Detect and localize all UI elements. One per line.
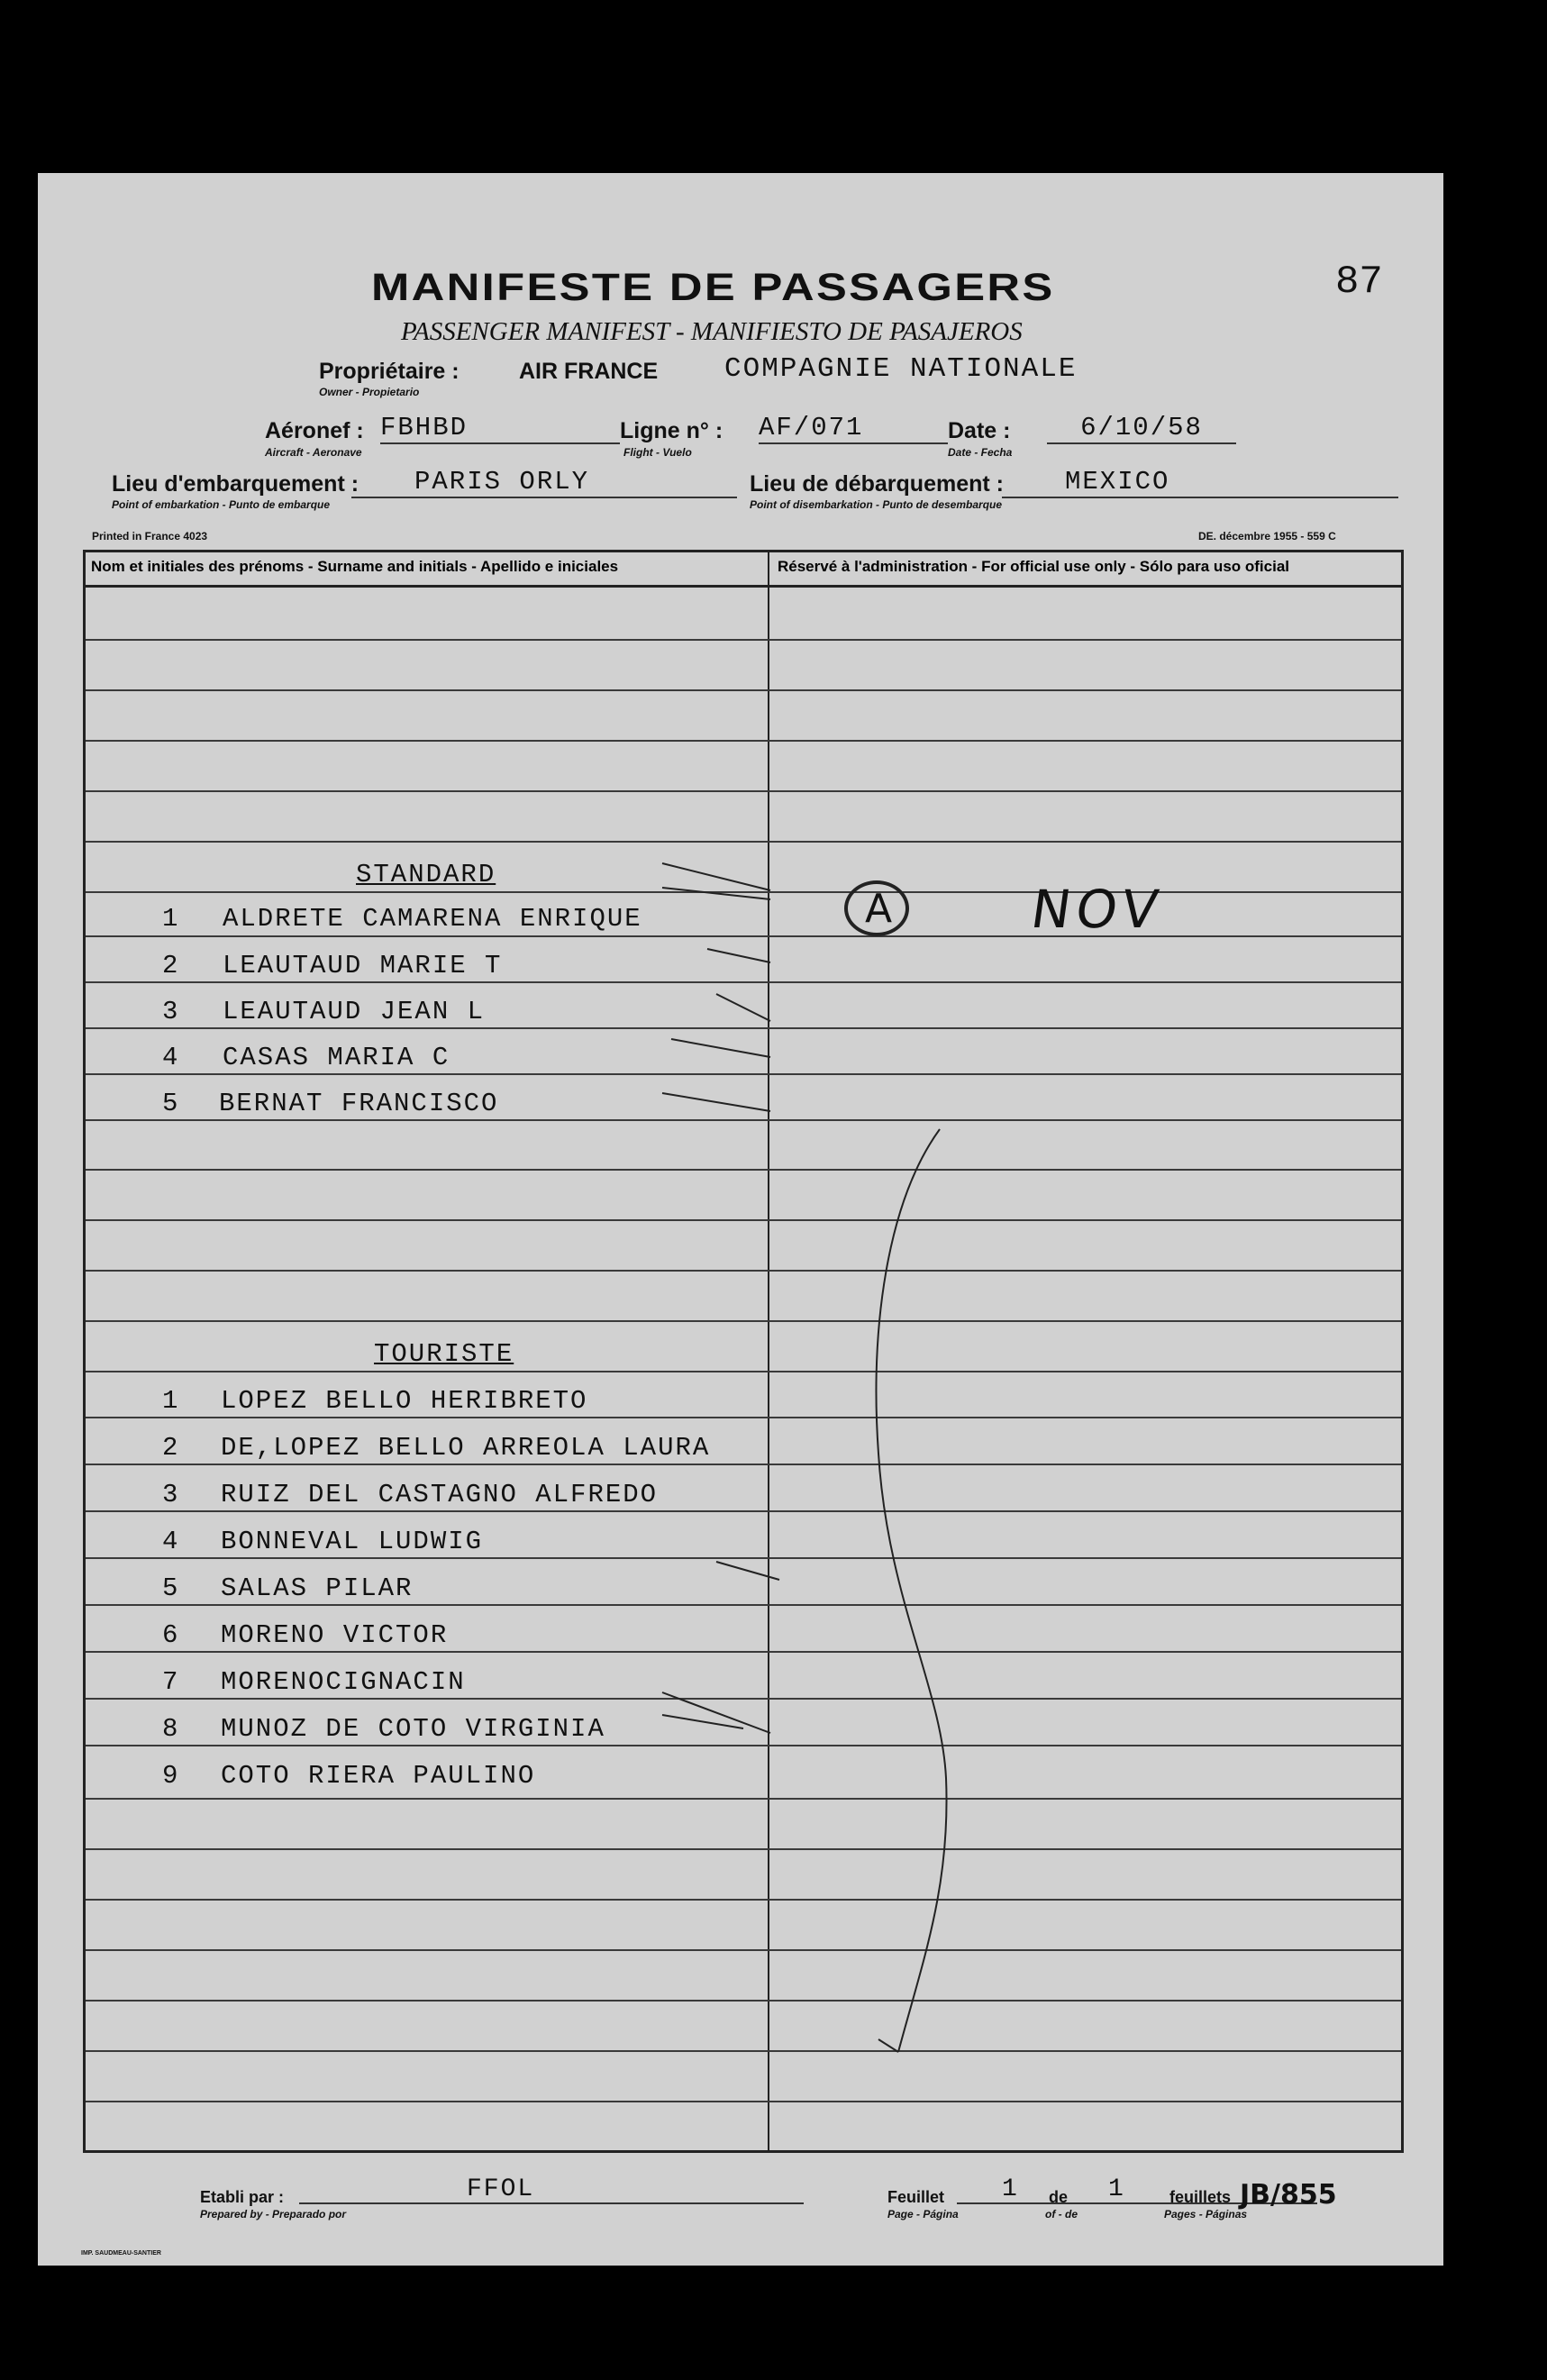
owner-sub: Owner - Propietario <box>319 386 420 398</box>
disembark-label: Lieu de débarquement : <box>750 471 1004 497</box>
handwritten-marks-icon <box>86 552 1401 2150</box>
owner-typed: COMPAGNIE NATIONALE <box>724 353 1078 385</box>
manifest-title: MANIFESTE DE PASSAGERS <box>371 266 1055 309</box>
passenger-name: MORENOCIGNACIN <box>221 1667 466 1697</box>
disembark-value: MEXICO <box>1002 467 1398 498</box>
manifest-sheet <box>38 173 1443 2266</box>
imprint-note: IMP. SAUDMEAU-SANTIER <box>81 2250 161 2257</box>
entry-number: 9 <box>162 1761 180 1791</box>
aircraft-label: Aéronef : <box>265 418 364 443</box>
passenger-name: BERNAT FRANCISCO <box>219 1089 499 1118</box>
entry-number: 1 <box>162 1386 180 1416</box>
manifest-subtitle: PASSENGER MANIFEST - MANIFIESTO DE PASAJEROS <box>401 317 1023 346</box>
entry-number: 8 <box>162 1714 180 1744</box>
reference-number: JB/855 <box>1240 2179 1337 2211</box>
prepared-line <box>299 2202 804 2204</box>
passenger-name: BONNEVAL LUDWIG <box>221 1527 484 1556</box>
passenger-name: MUNOZ DE COTO VIRGINIA <box>221 1714 605 1744</box>
flight-label: Ligne n° : <box>620 418 723 443</box>
entry-number: 2 <box>162 1433 180 1463</box>
passenger-name: LOPEZ BELLO HERIBRETO <box>221 1386 588 1416</box>
sheet-label: Feuillet <box>887 2188 945 2206</box>
flight-value: AF/071 <box>759 413 948 444</box>
prepared-label: Etabli par : <box>200 2188 285 2206</box>
column-header-admin: Réservé à l'administration - For official use only - Sólo para uso oficial <box>778 558 1290 575</box>
of-label: de <box>1049 2188 1069 2206</box>
handwritten-note: NOV <box>1027 879 1168 940</box>
passenger-table <box>83 550 1404 2153</box>
form-code: DE. décembre 1955 - 559 C <box>1198 530 1336 543</box>
entry-number: 3 <box>162 997 180 1026</box>
passenger-name: LEAUTAUD JEAN L <box>223 997 486 1026</box>
passenger-name: LEAUTAUD MARIE T <box>223 951 503 980</box>
column-header-name: Nom et initiales des prénoms - Surname and initials - Apellido e iniciales <box>91 558 619 575</box>
sheets-label: feuillets <box>1169 2188 1232 2206</box>
date-sub: Date - Fecha <box>948 446 1013 459</box>
aircraft-sub: Aircraft - Aeronave <box>265 446 362 459</box>
section-standard: STANDARD <box>356 860 496 889</box>
disembark-sub: Point of disembarkation - Punto de desembarque <box>750 498 1003 511</box>
section-touriste: TOURISTE <box>374 1339 514 1369</box>
passenger-name: RUIZ DEL CASTAGNO ALFREDO <box>221 1480 659 1509</box>
entry-number: 5 <box>162 1573 180 1603</box>
prepared-sub: Prepared by - Preparado por <box>200 2208 347 2220</box>
entry-number: 5 <box>162 1089 180 1118</box>
entry-number: 4 <box>162 1043 180 1072</box>
passenger-name: SALAS PILAR <box>221 1573 414 1603</box>
passenger-name: MORENO VICTOR <box>221 1620 449 1650</box>
of-value: 1 <box>1108 2175 1125 2203</box>
page-sub: Page - Página <box>887 2208 959 2220</box>
embark-value: PARIS ORLY <box>351 467 737 498</box>
owner-label: Propriétaire : <box>319 359 460 384</box>
entry-number: 3 <box>162 1480 180 1509</box>
circled-letter: A <box>865 886 893 932</box>
prepared-value: FFOL <box>467 2175 535 2203</box>
embark-sub: Point of embarkation - Punto de embarque <box>112 498 331 511</box>
pages-sub: Pages - Páginas <box>1164 2208 1248 2220</box>
owner-printed: AIR FRANCE <box>519 359 659 384</box>
passenger-name: COTO RIERA PAULINO <box>221 1761 536 1791</box>
entry-number: 2 <box>162 951 180 980</box>
embark-label: Lieu d'embarquement : <box>112 471 359 497</box>
flight-sub: Flight - Vuelo <box>623 446 692 459</box>
sheet-value: 1 <box>1002 2175 1019 2203</box>
entry-number: 7 <box>162 1667 180 1697</box>
passenger-name: ALDRETE CAMARENA ENRIQUE <box>223 904 642 934</box>
aircraft-value: FBHBD <box>380 413 620 444</box>
date-value: 6/10/58 <box>1047 413 1236 444</box>
entry-number: 6 <box>162 1620 180 1650</box>
passenger-name: DE,LOPEZ BELLO ARREOLA LAURA <box>221 1433 711 1463</box>
date-label: Date : <box>948 418 1011 443</box>
of-sub: of - de <box>1045 2208 1078 2220</box>
entry-number: 1 <box>162 904 180 934</box>
passenger-name: CASAS MARIA C <box>223 1043 450 1072</box>
page-number: 87 <box>1335 260 1383 305</box>
entry-number: 4 <box>162 1527 180 1556</box>
printed-note: Printed in France 4023 <box>92 530 208 543</box>
